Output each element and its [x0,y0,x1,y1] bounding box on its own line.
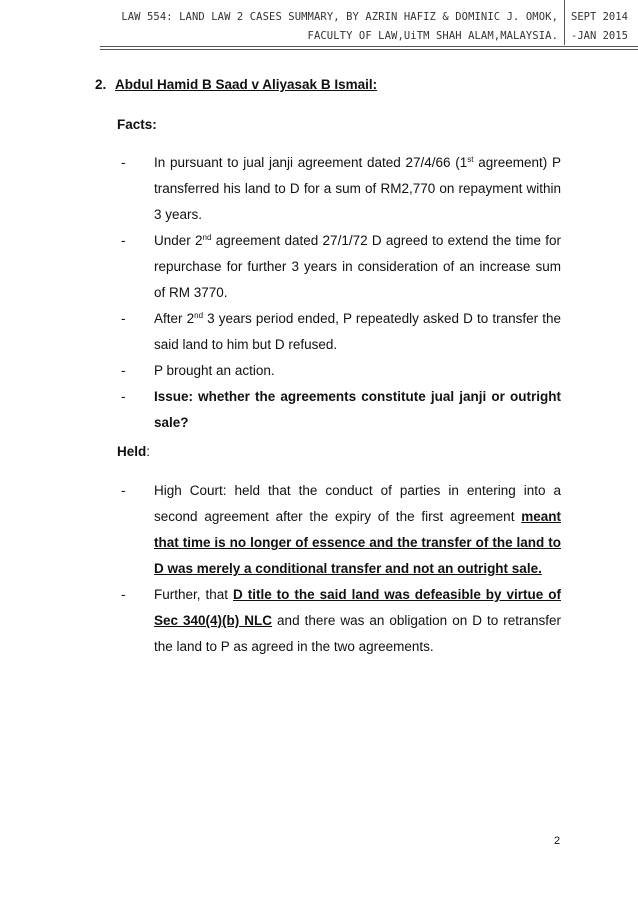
header-course-info [88,8,558,46]
header-date-line-1: SEPT 2014 [571,11,628,23]
list-item: - Under 2nd agreement dated 27/1/72 D agreed to extend the time for repurchase for further 3 years in consideration of an increase sum of RM 3770. [121,228,561,306]
case-heading [95,77,377,92]
list-item: - In pursuant to jual janji agreement dated 27/4/66 (1st agreement) P transferred his land to D for a sum of RM2,770 on repayment within 3 years. [121,150,561,228]
header-date-line-2: -JAN 2015 [571,30,628,42]
header-line-1: LAW 554: LAND LAW 2 CASES SUMMARY, BY AZRIN HAFIZ & DOMINIC J. OMOK, [121,11,558,23]
list-item [121,384,561,436]
header-date-box [564,0,638,45]
header-divider [100,46,638,50]
bullet-dash: - [121,363,126,378]
bullet-dash: - [121,389,126,404]
list-item: - Further, that D title to the said land was defeasible by virtue of Sec 340(4)(b) NLC and there was an obligation on D to retransfer the land to P as agreed in the two agreements. [121,582,561,660]
facts-heading: Facts: [117,117,157,132]
list-item: - After 2nd 3 years period ended, P repeatedly asked D to transfer the said land to him but D refused. [121,306,561,358]
page-number: 2 [554,835,561,847]
issue-statement: Issue: whether the agreements constitute jual janji or outright sale? [154,389,561,430]
held-list [121,478,561,660]
case-title: Abdul Hamid B Saad v Aliyasak B Ismail: [115,77,378,92]
bullet-dash: - [121,587,126,602]
facts-list [121,150,561,436]
list-item: - High Court: held that the conduct of parties in entering into a second agreement after the expiry of the first agreement meant that time is no longer of essence and the transfer of the land to D was merely a conditional transfer and not an outright sale. [121,478,561,582]
case-number: 2. [95,77,107,92]
bullet-dash: - [121,311,126,326]
bullet-dash: - [121,233,126,248]
bullet-dash: - [121,483,126,498]
header-line-2: FACULTY OF LAW,UiTM SHAH ALAM,MALAYSIA. [307,30,558,42]
bullet-dash: - [121,155,126,170]
held-heading: Held: [117,444,151,459]
list-item: - P brought an action. [121,358,561,384]
